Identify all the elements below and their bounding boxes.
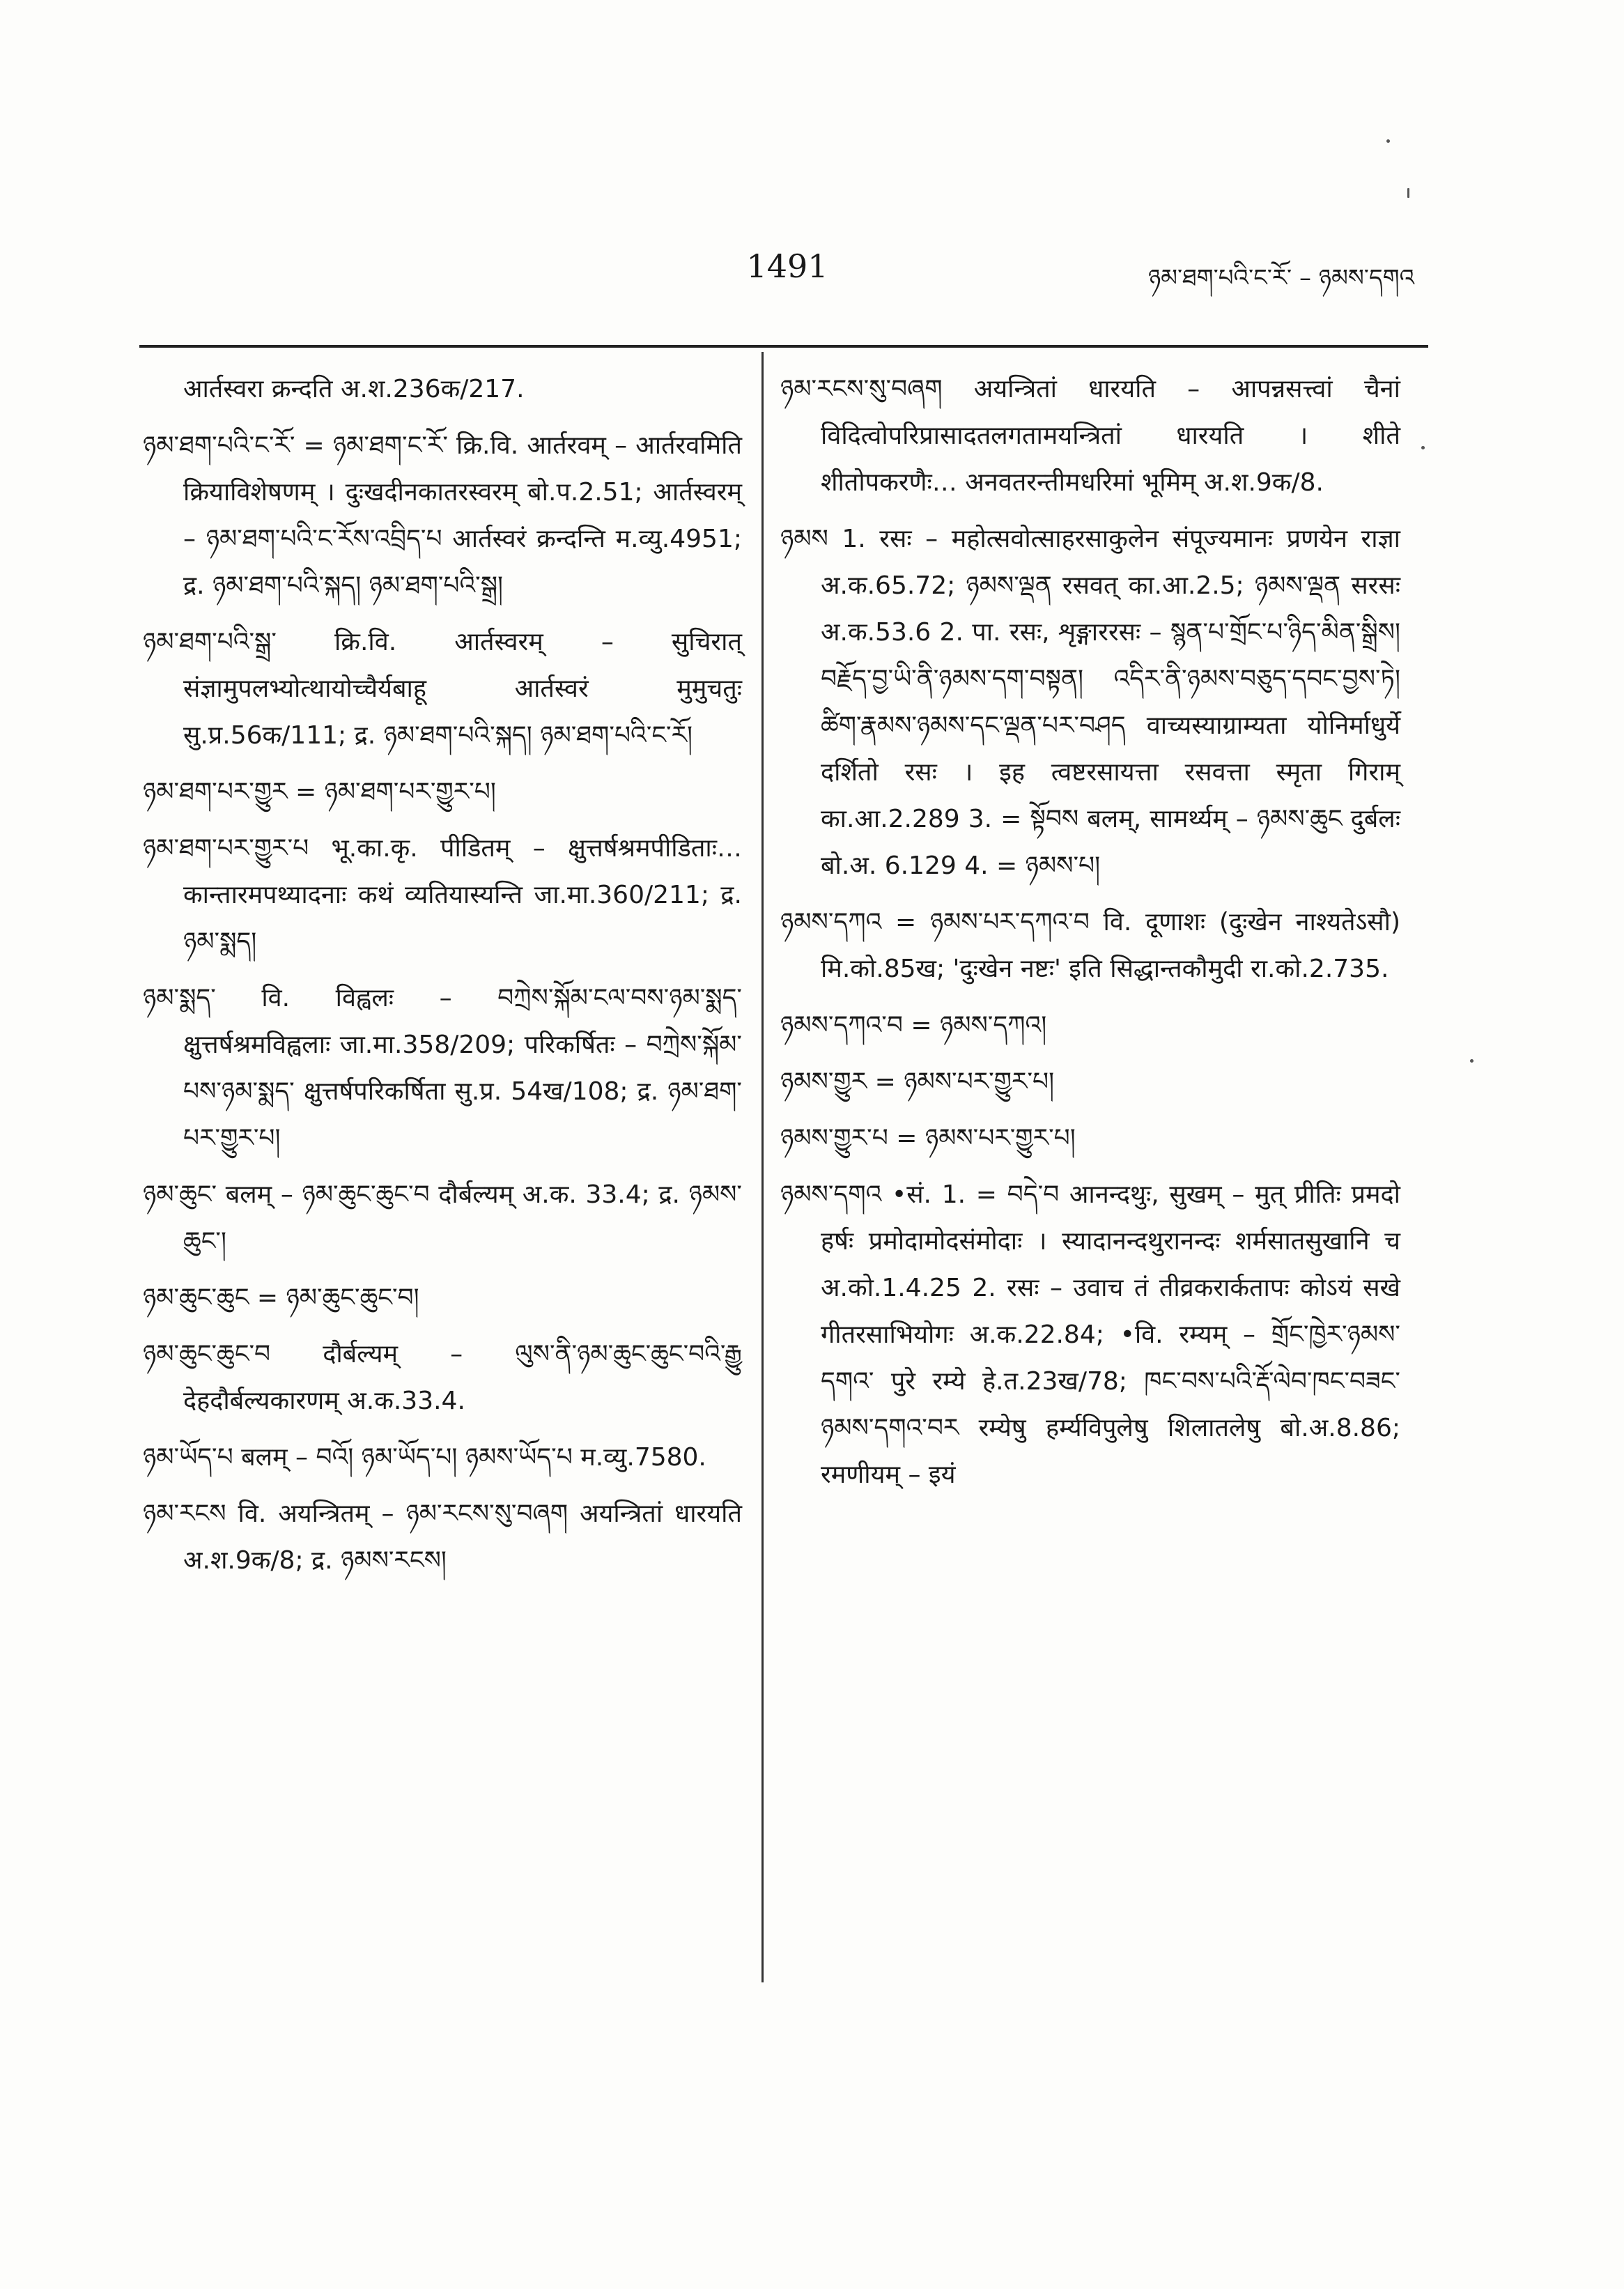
entry: ཉམ་རངས वि. अयन्त्रितम् – ཉམ་རངས་སུ་བཞག अयन्त्रितां धारयति अ.श.9क/8; द्र. ཉམས་རངས། [143, 1500, 742, 1575]
scan-speck [1470, 1059, 1474, 1063]
entry: ཉམ་ཆུང་ཆུང = ཉམ་ཆུང་ཆུང་བ། [143, 1284, 419, 1312]
running-head: ཉམ་ཐག་པའི་ང་རོ་ – ཉམས་དགའ [1147, 264, 1414, 292]
entry: आर्तस्वरा क्रन्दति अ.श.236क/217. [183, 375, 525, 403]
entry: ཉམ་ཐག་པར་གྱུར་པ भू.का.कृ. पीडितम् – क्षुत्तर्षश्रमपीडिताः… कान्तारमपथ्यादनाः कथं व्यतियास्यन्ति जा.मा.360/211; द्र. ཉམ་སྨད། [143, 834, 742, 956]
entry: ཉམས་དགའ •सं. 1. = བདེ་བ आनन्दथुः, सुखम् – मुत् प्रीतिः प्रमदो हर्षः प्रमोदामोदसंमोदाः । स्यादानन्दथुरानन्दः शर्मसातसुखानि च अ.को.1.4.25 2. रसः – उवाच तं तीव्रकरार्कतापः कोऽयं सखे गीतरसाभियोगः अ.क.22.84; •वि. रम्यम् – གྲོང་ཁྱེར་ཉམས་དགའ་ पुरे रम्ये हे.त.23ख/78; ཁང་བས་པའི་རྡོ་ལེབ་ཁང་བཟང་ཉམས་དགའ་བར रम्येषु हर्म्यविपुलेषु शिलातलेषु बो.अ.8.86; रमणीयम् – इयं [780, 1180, 1400, 1489]
column-divider [761, 352, 764, 1982]
page-number: 1491 [746, 247, 828, 285]
entry: ཉམ་ཐག་པའི་ང་རོ་ = ཉམ་ཐག་ང་རོ་ क्रि.वि. आर्तरवम् – आर्तरवमिति क्रियाविशेषणम् । दुःखदीनकातरस्वरम् बो.प.2.51; आर्तस्वरम् – ཉམ་ཐག་པའི་ང་རོས་འབྲིད་པ आर्तस्वरं क्रन्दन्ति म.व्यु.4951; द्र. ཉམ་ཐག་པའི་སྐད། ཉམ་ཐག་པའི་སྒྲ། [143, 431, 742, 600]
header-rule [139, 345, 1428, 348]
scan-speck [1407, 188, 1409, 198]
scan-speck [1421, 446, 1425, 449]
entry: ཉམ་ཆུང་ बलम् – ཉམ་ཆུང་ཆུང་བ दौर्बल्यम् अ.क. 33.4; द्र. ཉམས་ཆུང་། [143, 1180, 742, 1256]
entry: ཉམ་རངས་སུ་བཞག अयन्त्रितां धारयति – आपन्नसत्त्वां चैनां विदित्वोपरिप्रासादतलगतामयन्त्रितां धारयति । शीते शीतोपकरणैः… अनवतरन्तीमधरिमां भूमिम् अ.श.9क/8. [780, 375, 1400, 497]
entry: ཉམས་གྱུར = ཉམས་པར་གྱུར་པ། [780, 1068, 1055, 1096]
left-column [143, 366, 742, 1594]
entry: ཉམ་ཆུང་ཆུང་བ दौर्बल्यम् – ལུས་ནི་ཉམ་ཆུང་ཆུང་བའི་རྒྱུ देहदौर्बल्यकारणम् अ.क.33.4. [143, 1340, 742, 1415]
entry: ཉམ་ཐག་པའི་སྒྲ་ क्रि.वि. आर्तस्वरम् – सुचिरात् संज्ञामुपलभ्योत्थायोच्चैर्यबाहू आर्तस्वरं मुमुचतुः सु.प्र.56क/111; द्र. ཉམ་ཐག་པའི་སྐད། ཉམ་ཐག་པའི་ང་རོ། [143, 628, 742, 750]
entry: ཉམས་དཀའ = ཉམས་པར་དཀའ་བ वि. दूणाशः (दुःखेन नाश्यतेऽसौ) मि.को.85ख; 'दुःखेन नष्टः' इति सिद्धान्तकौमुदी रा.को.2.735. [780, 908, 1400, 983]
entry: ཉམ་ཐག་པར་གྱུར = ཉམ་ཐག་པར་གྱུར་པ། [143, 778, 496, 806]
entry: ཉམ་ཡོད་པ बलम् – བའོ། ཉམ་ཡོད་པ། ཉམས་ཡོད་པ म.व्यु.7580. [143, 1443, 706, 1472]
scan-speck [1386, 139, 1390, 143]
right-column [780, 366, 1400, 1508]
entry: ཉམས་གྱུར་པ = ཉམས་པར་གྱུར་པ། [780, 1124, 1076, 1153]
entry: ཉམས་དཀའ་བ = ཉམས་དཀའ། [780, 1011, 1047, 1040]
entry: ཉམས 1. रसः – महोत्सवोत्साहरसाकुलेन संपूज्यमानः प्रणयेन राज्ञा अ.क.65.72; ཉམས་ལྡན रसवत् का.आ.2.5; ཉམས་ལྡན सरसः अ.क.53.6 2. पा. रसः, शृङ्गाररसः – སྙན་པ་གྲོང་པ་ཉིད་མིན་སྒྲིས། བརྗོད་བྱ་ཡི་ནི་ཉམས་དག་བསྟན། འདིར་ནི་ཉམས་བཅུད་དབང་བྱས་ཏེ། ཚིག་རྣམས་ཉམས་དང་ལྡན་པར་བཤད वाच्यस्याग्राम्यता योनिर्माधुर्ये दर्शितो रसः । इह त्वष्टरसायत्ता रसवत्ता स्मृता गिराम् का.आ.2.289 3. = སྟོབས बलम्, सामर्थ्यम् – ཉམས་ཆུང दुर्बलः बो.अ. 6.129 4. = ཉམས་པ། [780, 525, 1400, 880]
entry: ཉམ་སྨད་ वि. विह्वलः – བཀྲེས་སྐོམ་ངལ་བས་ཉམ་སྨད་ क्षुत्तर्षश्रमविह्वलाः जा.मा.358/209; परिकर्षितः – བཀྲེས་སྐོམ་པས་ཉམ་སྨད་ क्षुत्तर्षपरिकर्षिता सु.प्र. 54ख/108; द्र. ཉམ་ཐག་པར་གྱུར་པ། [143, 984, 742, 1153]
